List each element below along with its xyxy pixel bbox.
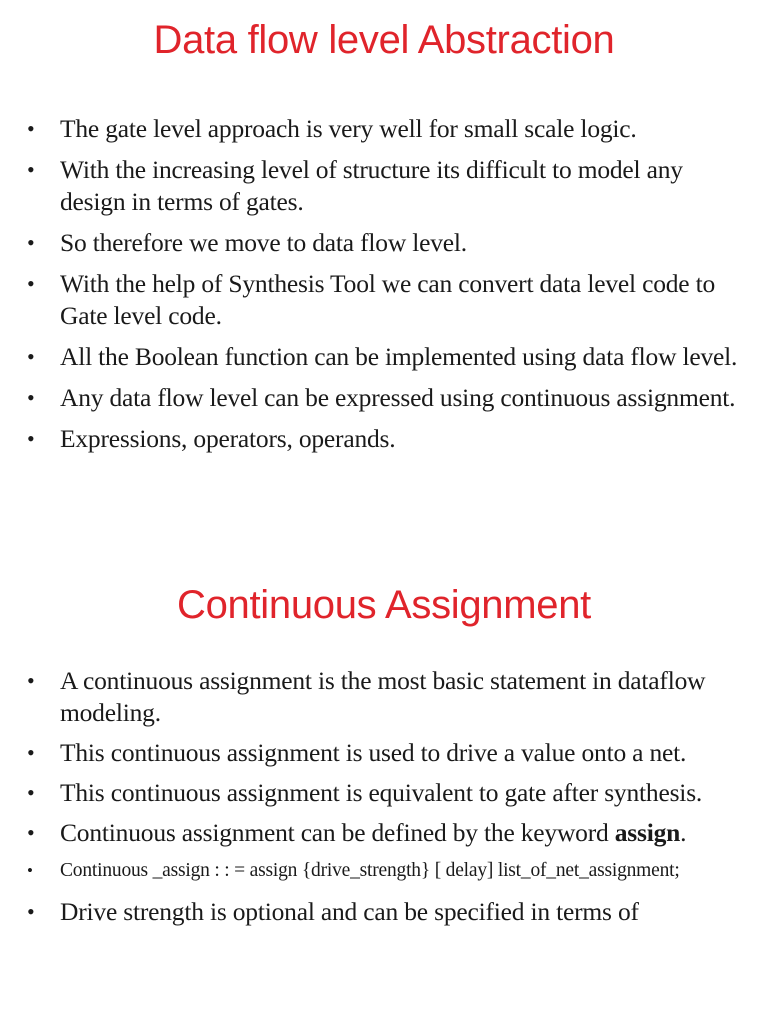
list-item (0, 423, 768, 455)
bullet-text: With the increasing level of structure its difficult to model any design in terms of gates. (60, 155, 683, 216)
slide-title: Data flow level Abstraction (153, 18, 615, 62)
bullet-icon: • (27, 861, 33, 880)
bullet-icon: • (27, 426, 35, 451)
slide-title: Continuous Assignment (177, 583, 591, 627)
bullet-icon: • (27, 385, 35, 410)
bullet-text: This continuous assignment is used to drive a value onto a net. (60, 738, 687, 767)
list-item (0, 817, 768, 849)
syntax-text: Continuous _assign : : = assign {drive_strength} [ delay] list_of_net_assignment; (60, 860, 680, 881)
bullet-text: All the Boolean function can be implemented using data flow level. (60, 342, 738, 371)
list-item (0, 896, 768, 928)
bullet-icon: • (27, 344, 35, 369)
list-item (0, 737, 768, 769)
list-item (0, 857, 768, 884)
bullet-text: Continuous assignment can be defined by the keyword (60, 818, 609, 847)
bullet-icon: • (27, 116, 35, 141)
bullet-text: This continuous assignment is equivalent to gate after synthesis. (60, 778, 703, 807)
list-item (0, 268, 768, 332)
assign-keyword: assign (614, 818, 681, 847)
list-item (0, 777, 768, 809)
bullet-text: A continuous assignment is the most basic statement in dataflow modeling. (60, 666, 706, 727)
list-item (0, 382, 768, 414)
bullet-icon: • (27, 899, 35, 924)
list-item (0, 227, 768, 259)
bullet-icon: • (27, 668, 35, 693)
bullet-icon: • (27, 820, 35, 845)
list-item (0, 665, 768, 729)
bullet-list (0, 113, 768, 455)
bullet-icon: • (27, 230, 35, 255)
list-item (0, 113, 768, 145)
list-item (0, 154, 768, 218)
bullet-text: Any data flow level can be expressed using continuous assignment. (60, 383, 736, 412)
list-item (0, 341, 768, 373)
bullet-text: So therefore we move to data flow level. (60, 228, 467, 257)
keyword-suffix: . (680, 818, 687, 847)
slide-continuous-assignment (0, 583, 768, 936)
bullet-text: The gate level approach is very well for small scale logic. (60, 114, 637, 143)
bullet-icon: • (27, 780, 35, 805)
bullet-icon: • (27, 740, 35, 765)
slide-data-flow-level (0, 0, 768, 464)
bullet-text: Drive strength is optional and can be specified in terms of (60, 897, 639, 926)
bullet-list (0, 665, 768, 928)
bullet-text: Expressions, operators, operands. (60, 424, 396, 453)
bullet-text: With the help of Synthesis Tool we can convert data level code to Gate level code. (60, 269, 716, 330)
bullet-icon: • (27, 271, 35, 296)
bullet-icon: • (27, 157, 35, 182)
